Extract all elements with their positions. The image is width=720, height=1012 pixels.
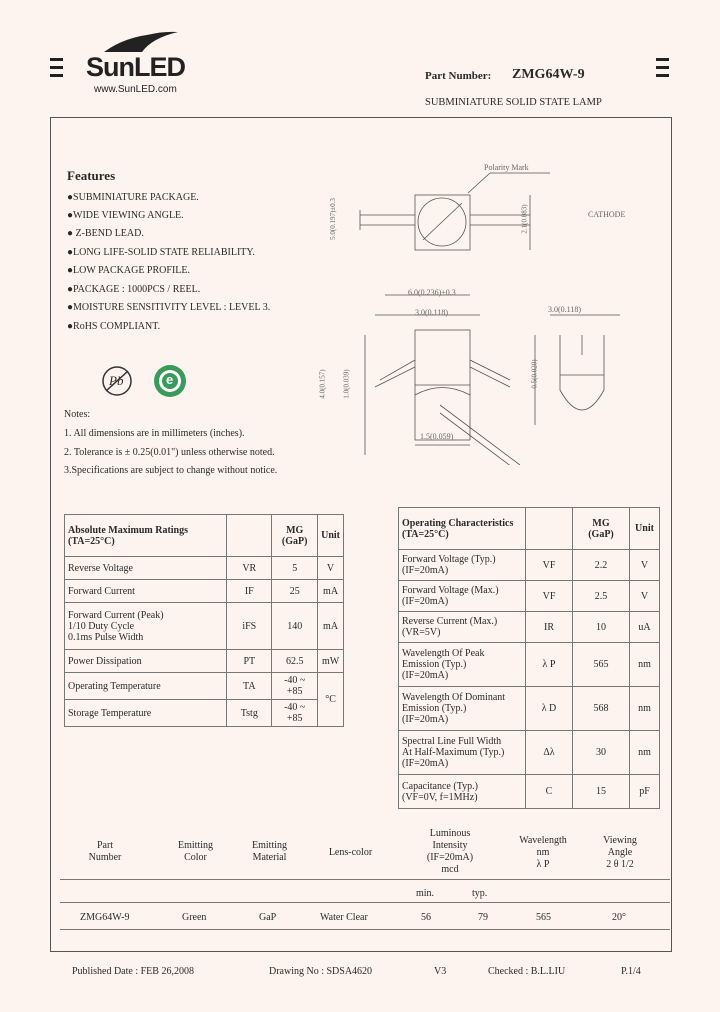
part-number: ZMG64W-9 <box>512 67 585 82</box>
abs-max-cond: (TA=25°C) <box>68 535 115 547</box>
drawing-label: 5.0(0.197)±0.3 <box>328 198 337 240</box>
unit: V <box>630 581 660 612</box>
row-lens: Water Clear <box>320 912 368 923</box>
brand-name: SunLED <box>86 52 185 82</box>
unit: V <box>630 550 660 581</box>
header-line: Emitting <box>178 840 213 851</box>
page-number: P.1/4 <box>621 966 641 977</box>
corner-mark <box>656 74 669 77</box>
param-line: (VF=0V, f=1MHz) <box>402 791 478 803</box>
symbol: iFS <box>227 603 272 650</box>
unit: mW <box>318 650 344 673</box>
row-min: 56 <box>421 912 431 923</box>
symbol: VR <box>227 557 272 580</box>
header-line: λ P <box>536 859 550 870</box>
divider <box>60 879 670 880</box>
min-header: min. <box>416 888 435 899</box>
param-line: (IF=20mA) <box>402 714 449 725</box>
param-line: Wavelength Of Dominant <box>402 692 506 703</box>
col-view-header <box>590 835 650 871</box>
value: 2.2 <box>573 550 630 581</box>
feature-item: ●LOW PACKAGE PROFILE. <box>67 265 190 276</box>
drawing-label: 3.0(0.118) <box>415 308 449 317</box>
param-line: Reverse Current (Max.) <box>402 616 498 627</box>
header-line: Intensity <box>432 840 468 851</box>
param: Operating Temperature <box>65 673 227 700</box>
pb-free-icon <box>100 364 134 398</box>
abs-max-unit-col: Unit <box>318 515 344 557</box>
param: Reverse Voltage <box>65 557 227 580</box>
unit: mA <box>318 603 344 650</box>
row-color: Green <box>182 912 207 923</box>
features-title: Features <box>67 168 116 183</box>
symbol: C <box>526 775 573 809</box>
symbol: VF <box>526 550 573 581</box>
op-char-unit-col: Unit <box>630 508 660 550</box>
param-line: (IF=20mA) <box>402 670 449 681</box>
param-line: Spectral Line Full Width <box>402 736 502 747</box>
abs-max-sym-col <box>227 515 272 557</box>
symbol: IR <box>526 612 573 643</box>
param <box>399 581 526 612</box>
value: 30 <box>573 731 630 775</box>
op-char-table <box>398 507 660 809</box>
rohs-icon <box>150 362 190 400</box>
op-char-sym-col <box>526 508 573 550</box>
param <box>399 687 526 731</box>
value: 25 <box>272 580 318 603</box>
param: Storage Temperature <box>65 700 227 727</box>
feature-item: ●SUBMINIATURE PACKAGE. <box>67 192 199 203</box>
header-line: Luminous <box>429 828 471 839</box>
param-line: 0.1ms Pulse Width <box>68 631 144 643</box>
param-line: (IF=20mA) <box>402 758 449 769</box>
param-line: Emission (Typ.) <box>402 703 467 714</box>
value: -40 ~ +85 <box>272 700 318 727</box>
param <box>65 603 227 650</box>
divider <box>60 929 670 930</box>
param-line: At Half-Maximum (Typ.) <box>402 747 505 758</box>
corner-mark <box>50 74 63 77</box>
symbol: λ P <box>526 643 573 687</box>
header-line: Material <box>252 852 287 863</box>
drawing-label: 2.1(0.083) <box>520 204 529 234</box>
corner-mark <box>50 58 63 61</box>
header-line: mcd <box>441 864 459 875</box>
op-char-mg-col <box>573 508 630 550</box>
feature-item: ●PACKAGE : 1000PCS / REEL. <box>67 284 201 295</box>
param-line: Forward Voltage (Typ.) <box>402 554 496 565</box>
value: 62.5 <box>272 650 318 673</box>
drawing-label: CATHODE <box>588 210 626 219</box>
abs-max-table <box>64 514 344 727</box>
op-char-header <box>399 508 526 550</box>
drawing-label: 4.0(0.157) <box>318 369 327 399</box>
typ-header: typ. <box>472 888 488 899</box>
published-date: Published Date : FEB 26,2008 <box>72 966 194 977</box>
drawing-label: 0.5(0.020) <box>530 359 539 389</box>
abs-max-header <box>65 515 227 557</box>
note-item: 1. All dimensions are in millimeters (inches). <box>64 428 245 439</box>
unit: nm <box>630 731 660 775</box>
feature-item: ● Z-BEND LEAD. <box>67 228 144 239</box>
col-material-header <box>242 840 297 864</box>
unit: mA <box>318 580 344 603</box>
col-lens-header: Lens-color <box>328 847 373 858</box>
param-line: Capacitance (Typ.) <box>402 780 478 792</box>
header-line: Angle <box>607 847 633 858</box>
header-line: Wavelength <box>519 835 567 846</box>
unit: nm <box>630 643 660 687</box>
symbol: Δλ <box>526 731 573 775</box>
op-char-title: Operating Characteristics <box>402 517 514 529</box>
rohs-label: e <box>166 372 174 387</box>
abs-max-mg: MG <box>286 524 304 536</box>
header-line: (IF=20mA) <box>426 852 474 863</box>
col-wave-header <box>508 835 578 871</box>
value: 568 <box>573 687 630 731</box>
abs-max-title: Absolute Maximum Ratings <box>68 524 189 536</box>
unit: nm <box>630 687 660 731</box>
checked-by: Checked : B.L.LIU <box>488 966 566 977</box>
abs-max-gap: (GaP) <box>281 535 308 547</box>
param-line: Forward Voltage (Max.) <box>402 585 499 596</box>
param: Forward Current <box>65 580 227 603</box>
row-wave: 565 <box>536 912 551 923</box>
value: 565 <box>573 643 630 687</box>
row-view: 20° <box>612 912 626 923</box>
param <box>399 731 526 775</box>
brand-logo <box>86 26 196 95</box>
feature-item: ●RoHS COMPLIANT. <box>67 321 161 332</box>
param-line: Wavelength Of Peak <box>402 648 485 659</box>
value: 140 <box>272 603 318 650</box>
op-char-gap: (GaP) <box>588 528 614 540</box>
op-char-cond: (TA=25°C) <box>402 528 449 540</box>
col-lum-header <box>410 828 490 876</box>
header-line: nm <box>536 847 550 858</box>
header-line: Color <box>184 852 207 863</box>
symbol: VF <box>526 581 573 612</box>
param-line: Forward Current (Peak) <box>68 609 164 621</box>
abs-max-mg-col <box>272 515 318 557</box>
header-line: 2 θ 1/2 <box>606 859 634 870</box>
note-item: 3.Specifications are subject to change without notice. <box>64 465 278 476</box>
feature-item: ●MOISTURE SENSITIVITY LEVEL : LEVEL 3. <box>67 302 271 313</box>
col-part-header <box>80 840 130 864</box>
param-line: (IF=20mA) <box>402 596 449 607</box>
package-drawing <box>320 155 665 465</box>
drawing-label: 1.5(0.059) <box>420 432 454 441</box>
notes-title: Notes: <box>64 409 91 420</box>
param <box>399 550 526 581</box>
header-line: Part <box>96 840 114 851</box>
param-line: Emission (Typ.) <box>402 659 467 670</box>
corner-mark <box>656 58 669 61</box>
param <box>399 643 526 687</box>
col-color-header <box>168 840 223 864</box>
feature-item: ●WIDE VIEWING ANGLE. <box>67 210 184 221</box>
website: www.SunLED.com <box>94 84 177 95</box>
pb-label: Pb <box>109 373 124 388</box>
divider <box>60 902 670 903</box>
value: -40 ~ +85 <box>272 673 318 700</box>
value: 5 <box>272 557 318 580</box>
param: Power Dissipation <box>65 650 227 673</box>
unit: V <box>318 557 344 580</box>
drawing-label: 6.0(0.236)±0.3 <box>408 288 456 297</box>
symbol: PT <box>227 650 272 673</box>
symbol: Tstg <box>227 700 272 727</box>
param-line: 1/10 Duty Cycle <box>68 620 135 632</box>
symbol: TA <box>227 673 272 700</box>
symbol: IF <box>227 580 272 603</box>
header-line: Viewing <box>603 835 637 846</box>
temp-unit: °C <box>318 673 344 727</box>
header-line: Number <box>88 852 122 863</box>
param <box>399 612 526 643</box>
row-typ: 79 <box>478 912 488 923</box>
param-line: (IF=20mA) <box>402 565 449 576</box>
package-outline-drawing <box>320 155 665 465</box>
value: 10 <box>573 612 630 643</box>
value: 2.5 <box>573 581 630 612</box>
drawing-label: 1.0(0.039) <box>342 369 351 399</box>
corner-mark <box>50 66 63 69</box>
unit: uA <box>630 612 660 643</box>
note-item: 2. Tolerance is ± 0.25(0.01") unless otherwise noted. <box>64 447 275 458</box>
value: 15 <box>573 775 630 809</box>
param-line: (VR=5V) <box>402 627 441 638</box>
subtitle: SUBMINIATURE SOLID STATE LAMP <box>425 97 602 108</box>
header-line: Emitting <box>252 840 287 851</box>
version: V3 <box>434 966 447 977</box>
part-number-label: Part Number: <box>425 70 492 82</box>
drawing-label: Polarity Mark <box>484 163 529 172</box>
drawing-label: 3.0(0.118) <box>548 305 582 314</box>
part-table <box>60 826 670 938</box>
corner-mark <box>656 66 669 69</box>
symbol: λ D <box>526 687 573 731</box>
param <box>399 775 526 809</box>
op-char-mg: MG <box>592 517 610 529</box>
drawing-no: Drawing No : SDSA4620 <box>269 966 373 977</box>
unit: pF <box>630 775 660 809</box>
row-part: ZMG64W-9 <box>80 912 130 923</box>
feature-item: ●LONG LIFE-SOLID STATE RELIABILITY. <box>67 247 255 258</box>
row-material: GaP <box>259 912 277 923</box>
